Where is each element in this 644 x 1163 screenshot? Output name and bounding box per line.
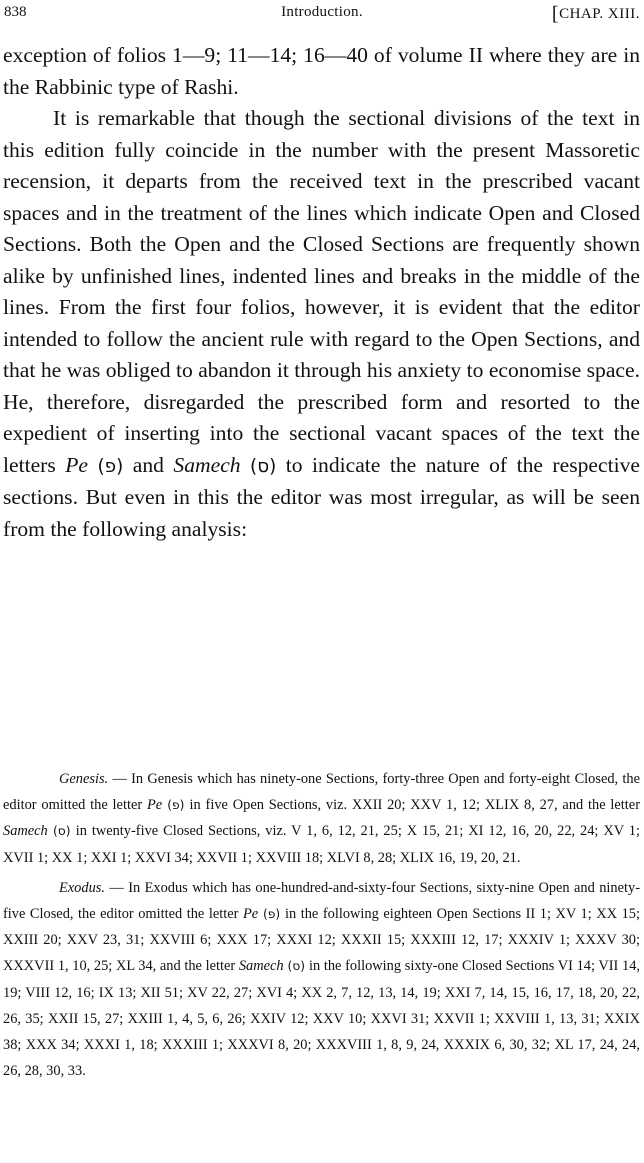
samech-hebrew-letter: (ס) (283, 959, 310, 974)
note-exodus (3, 875, 640, 1085)
running-title: Introduction. (281, 4, 363, 20)
note-heading-exodus: Exodus. (59, 879, 105, 896)
pe-term: Pe (242, 906, 259, 923)
pe-term: Pe (146, 797, 163, 814)
note-text: in twenty-five Closed Sections, viz. V 1, 6, 12, 21, 25; X 15, 21; XI 12, 16, 20, 22, 24; XV 1; XVII 1; XX 1; XXI 1; XXVI 34; XXVII 1; XXVIII 18; XLVI 8, 28; XLIX 16, 19, 20, 21. (3, 823, 640, 866)
paragraph-text-a: It is remarkable that though the sectional divisions of the text in this edition fully coincide in the number with the present Massoretic recension, it departs from the received text in the prescribed vacant spaces and in the treatment of the lines which indicate Open and Closed Sections. Both the Open and the Closed Sections are frequently shown alike by unfinished lines, indented lines and breaks in the middle of the lines. From the first four folios, however, it is evident that the editor intended to follow the ancient rule with regard to the Open Sections, and that he was obliged to abandon it through his anxiety to economise space. He, therefore, disregarded the prescribed form and resorted to the expedient of inserting into the sectional vacant spaces of the text the letters (3, 106, 640, 477)
note-text: in the following sixty-one Closed Sections VI 14; VII 14, 19; VIII 12, 16; IX 13; XII 51; XV 22, 27; XVI 4; XX 2, 7, 12, 13, 14, 19; XXI 7, 14, 15, 16, 17, 18, 20, 22, 26, 35; XXII 15, 27; XXIII 1, 4, 5, 6, 26; XXIV 12; XXV 10; XXVI 31; XXVII 1; XXVIII 1, 13, 31; XXIX 38; XXX 34; XXXI 1, 18; XXXIII 1; XXXVI 8, 20; XXXVIII 1, 8, 9, 24, XXXIX 6, 30, 32; XL 17, 24, 24, 26, 28, 30, 33. (3, 958, 641, 1080)
pe-term: Pe (65, 452, 89, 477)
page-number: 838 (4, 4, 27, 20)
chapter-bracket: [ (551, 3, 560, 25)
chapter-label (552, 0, 640, 26)
note-heading-genesis: Genesis. (59, 771, 109, 787)
note-text: — In Exodus which has one-hundred-and-sixty-four Sections, sixty-nine Open and ninety-five Closed, the editor omitted the letter (3, 879, 640, 923)
note-text: — In Genesis which has ninety-one Sections, forty-three Open and forty-eight Closed, the editor omitted the letter (3, 771, 640, 814)
analysis-notes (3, 766, 640, 1084)
paragraph-text-b: to indicate the nature of the respective sections. But even in this the editor was most irregular, as will be seen from the following analysis: (3, 452, 640, 541)
note-text: in the following eighteen Open Sections II 1; XV 1; XX 15; XXIII 20; XXV 23, 31; XXVIII 6; XXX 17; XXXI 12; XXXII 15; XXXIII 12, 17; XXXIV 1; XXXV 30; XXXVII 1, 10, 25; XL 34, and the letter (3, 906, 640, 975)
chapter-text: CHAP. XIII. (559, 6, 640, 22)
samech-hebrew-letter: (ס) (250, 455, 277, 477)
conjunction: and (132, 452, 164, 477)
samech-term: Samech (238, 958, 284, 975)
samech-term: Samech (3, 823, 48, 840)
samech-hebrew-letter: (ס) (47, 824, 76, 839)
pe-hebrew-letter: (פ) (258, 907, 285, 922)
pe-hebrew-letter: (פ) (97, 455, 124, 477)
note-genesis (3, 766, 640, 871)
main-text (3, 40, 640, 545)
pe-hebrew-letter: (פ) (162, 798, 190, 813)
paragraph-sections (3, 103, 640, 545)
samech-term: Samech (173, 452, 241, 477)
running-header (0, 0, 644, 32)
note-text: in five Open Sections, viz. XXII 20; XXV 1, 12; XLIX 8, 27, and the letter (189, 797, 640, 814)
paragraph-continuation: exception of folios 1—9; 11—14; 16—40 of volume II where they are in the Rabbinic type of Rashi. (3, 43, 640, 99)
